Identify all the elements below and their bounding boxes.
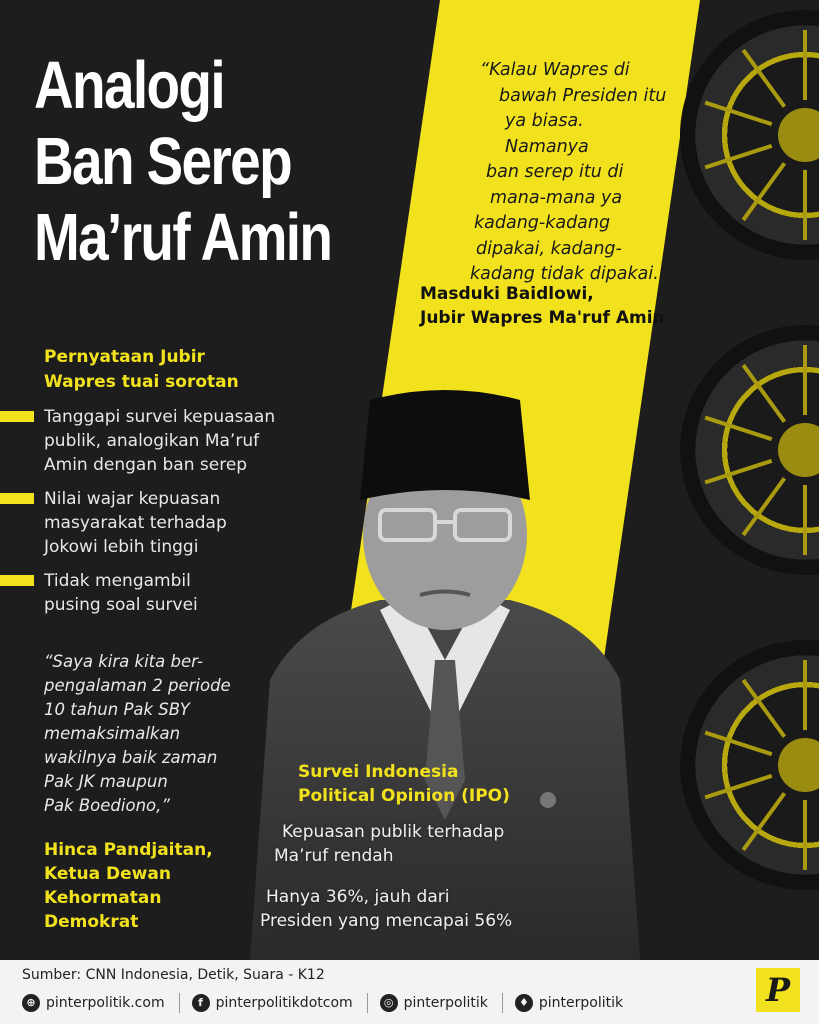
- quote-line: Pak JK maupun: [44, 772, 168, 791]
- footer: [0, 960, 819, 1024]
- spokesperson-attribution: [420, 282, 665, 330]
- divider: [367, 993, 368, 1013]
- quote-line: “Saya kira kita ber-: [44, 652, 203, 671]
- attribution-name: Masduki Baidlowi,: [420, 284, 594, 304]
- facebook-label: pinterpolitikdotcom: [215, 995, 353, 1011]
- bullet-item: [0, 569, 320, 617]
- subheading: [44, 345, 239, 395]
- globe-icon: ⊕: [22, 994, 40, 1012]
- quote-line: memaksimalkan: [44, 724, 181, 743]
- twitter-label: pinterpolitik: [538, 995, 624, 1011]
- divider: [179, 993, 180, 1013]
- quote-line: Pak Boediono,”: [44, 796, 170, 815]
- quote-line: ya biasa. Namanya: [505, 111, 589, 157]
- attribution-line: Hinca Pandjaitan,: [44, 840, 213, 860]
- hinca-quote: [44, 650, 231, 818]
- pinterpolitik-logo: P: [756, 968, 800, 1012]
- twitter-link[interactable]: [515, 994, 623, 1012]
- bullet-marker: [0, 493, 34, 504]
- bullet-line: Nilai wajar kepuasan: [44, 489, 221, 509]
- bullet-list: [0, 405, 320, 627]
- survey-finding-line: Hanya 36%, jauh dari: [266, 887, 450, 907]
- bullet-line: Amin dengan ban serep: [44, 455, 248, 475]
- survey-finding: [274, 820, 505, 868]
- website-link[interactable]: [22, 994, 165, 1012]
- sources-text: Sumber: CNN Indonesia, Detik, Suara - K12: [22, 967, 325, 983]
- spokesperson-quote: [470, 58, 670, 288]
- social-links: [22, 993, 637, 1013]
- bullet-line: masyarakat terhadap: [44, 513, 227, 533]
- instagram-link[interactable]: [380, 994, 488, 1012]
- attribution-role: Jubir Wapres Ma'ruf Amin: [420, 308, 665, 328]
- title-line-1: Analogi: [34, 48, 224, 123]
- subheading-line: Wapres tuai sorotan: [44, 372, 239, 392]
- facebook-link[interactable]: [192, 994, 353, 1012]
- quote-line: bawah Presiden itu: [499, 85, 667, 106]
- survey-finding-line: Ma’ruf rendah: [274, 846, 394, 866]
- bullet-line: publik, analogikan Ma’ruf: [44, 431, 260, 451]
- attribution-line: Kehormatan: [44, 888, 162, 908]
- survey-title-line: Survei Indonesia: [298, 762, 459, 782]
- website-label: pinterpolitik.com: [46, 995, 165, 1011]
- quote-line: “Kalau Wapres di: [480, 60, 630, 80]
- title-line-3: Ma’ruf Amin: [34, 200, 332, 275]
- survey-finding: [260, 885, 513, 933]
- quote-line: mana-mana ya: [490, 187, 623, 208]
- bullet-line: pusing soal survei: [44, 595, 198, 615]
- hinca-attribution: [44, 838, 213, 934]
- twitter-icon: ♦: [515, 994, 533, 1012]
- bullet-item: [0, 405, 320, 477]
- quote-line: pengalaman 2 periode: [44, 676, 231, 695]
- quote-line: dipakai, kadang-: [476, 238, 622, 259]
- survey-finding-line: Kepuasan publik terhadap: [282, 822, 505, 842]
- title-line-2: Ban Serep: [34, 124, 291, 199]
- subheading-line: Pernyataan Jubir: [44, 347, 205, 367]
- survey-title: [298, 760, 510, 808]
- instagram-icon: ◎: [380, 994, 398, 1012]
- survey-title-line: Political Opinion (IPO): [298, 786, 510, 806]
- bullet-line: Tanggapi survei kepuasaan: [44, 407, 276, 427]
- attribution-line: Demokrat: [44, 912, 139, 932]
- bullet-line: Jokowi lebih tinggi: [44, 537, 199, 557]
- bullet-item: [0, 487, 320, 559]
- divider: [502, 993, 503, 1013]
- quote-line: kadang tidak dipakai.”: [470, 264, 668, 284]
- quote-line: ban serep itu di: [486, 162, 624, 182]
- quote-line: 10 tahun Pak SBY: [44, 700, 190, 719]
- facebook-icon: f: [192, 994, 210, 1012]
- attribution-line: Ketua Dewan: [44, 864, 171, 884]
- quote-line: wakilnya baik zaman: [44, 748, 218, 767]
- instagram-label: pinterpolitik: [403, 995, 488, 1011]
- bullet-marker: [0, 411, 34, 422]
- bullet-marker: [0, 575, 34, 586]
- main-title: [34, 48, 331, 276]
- bullet-line: Tidak mengambil: [44, 571, 191, 591]
- survey-finding-line: Presiden yang mencapai 56%: [260, 911, 513, 931]
- quote-line: kadang-kadang: [474, 213, 611, 233]
